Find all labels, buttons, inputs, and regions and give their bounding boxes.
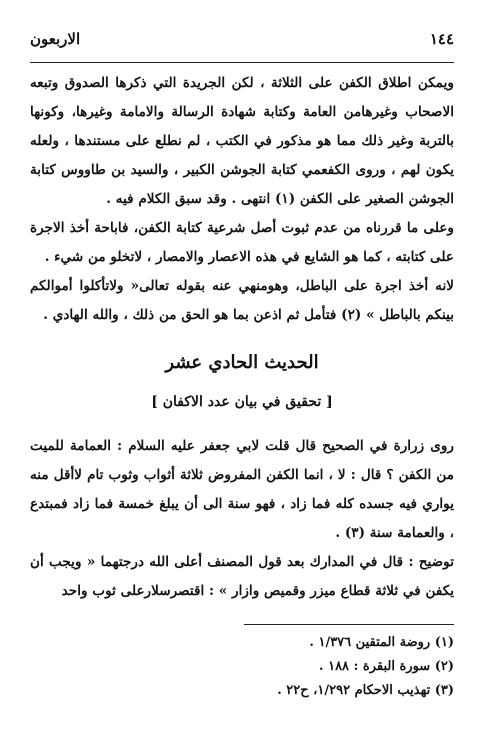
- footnote-1: (١) روضة المتقين ١/٣٧٦ .: [309, 635, 454, 650]
- running-title: الاربعون: [30, 30, 81, 48]
- page-header: [30, 30, 454, 52]
- footnote-3: (٣) تهذيب الاحكام ١/٢٩٢، ح٢٢ .: [277, 683, 454, 698]
- paragraph-1: ويمكن اطلاق الكفن على الثلاثة ، لكن الجريدة التي ذكرها الصدوق وتبعه الاصحاب وغيرهامن العامة وكتابة شهادة الرسالة والامامة وغيرها، وكونها بالتربة وغير ذلك مما هو مذكور في الكتب ، لم نطلع على مستندها ، ولعله يكون لهم ، وروى الكفعمي كتابة الجوشن الكبير ، والسيد بن طاووس كتابة الجوشن الصغير على الكفن (١) انتهى . وقد سبق الكلام فيه .: [30, 75, 454, 207]
- paragraph-5: توضيح : قال في المدارك بعد قول المصنف أعلى الله درجتهما « ويجب أن يكفن في ثلاثة قطاع ميزر وقميص وازار » : اقتصرسلارعلى ثوب واحد: [30, 554, 454, 599]
- paragraph-4: روى زرارة في الصحيح قال قلت لابي جعفر عليه السلام : العمامة للميت من الكفن ؟ قال : لا ، انما الكفن المفروض ثلاثة أثواب وثوب تام لاأقل منه يواري فيه جسده كله فما زاد ، فهو سنة الى أن يبلغ خمسة فما زاد فمبتدع ، والعمامة سنة (٣) .: [30, 438, 454, 541]
- page-number: ١٤٤: [429, 30, 454, 48]
- hadith-title: الحديث الحادي عشر: [165, 352, 319, 373]
- section-title: [ تحقيق في بيان عدد الاكفان ]: [151, 394, 333, 410]
- header-rule: [30, 62, 454, 63]
- paragraph-2: وعلى ما قررناه من عدم ثبوت أصل شرعية كتابة الكفن، فاباحة أخذ الاجرة على كتابته ، كما هو الشايع في هذه الاعصار والامصار ، لاتخلو من شيء .: [30, 220, 454, 265]
- footnote-rule: [244, 624, 454, 625]
- paragraph-3: لانه أخذ اجرة على الباطل، وهومنهي عنه بقوله تعالى« ولاتأكلوا أموالكم بينكم بالباطل » (٢) فتأمل ثم اذعن بما هو الحق من ذلك ، والله الهادي .: [30, 278, 454, 323]
- footnote-2: (٢) سورة البقرة : ١٨٨ .: [319, 659, 454, 674]
- footnotes: [30, 631, 454, 703]
